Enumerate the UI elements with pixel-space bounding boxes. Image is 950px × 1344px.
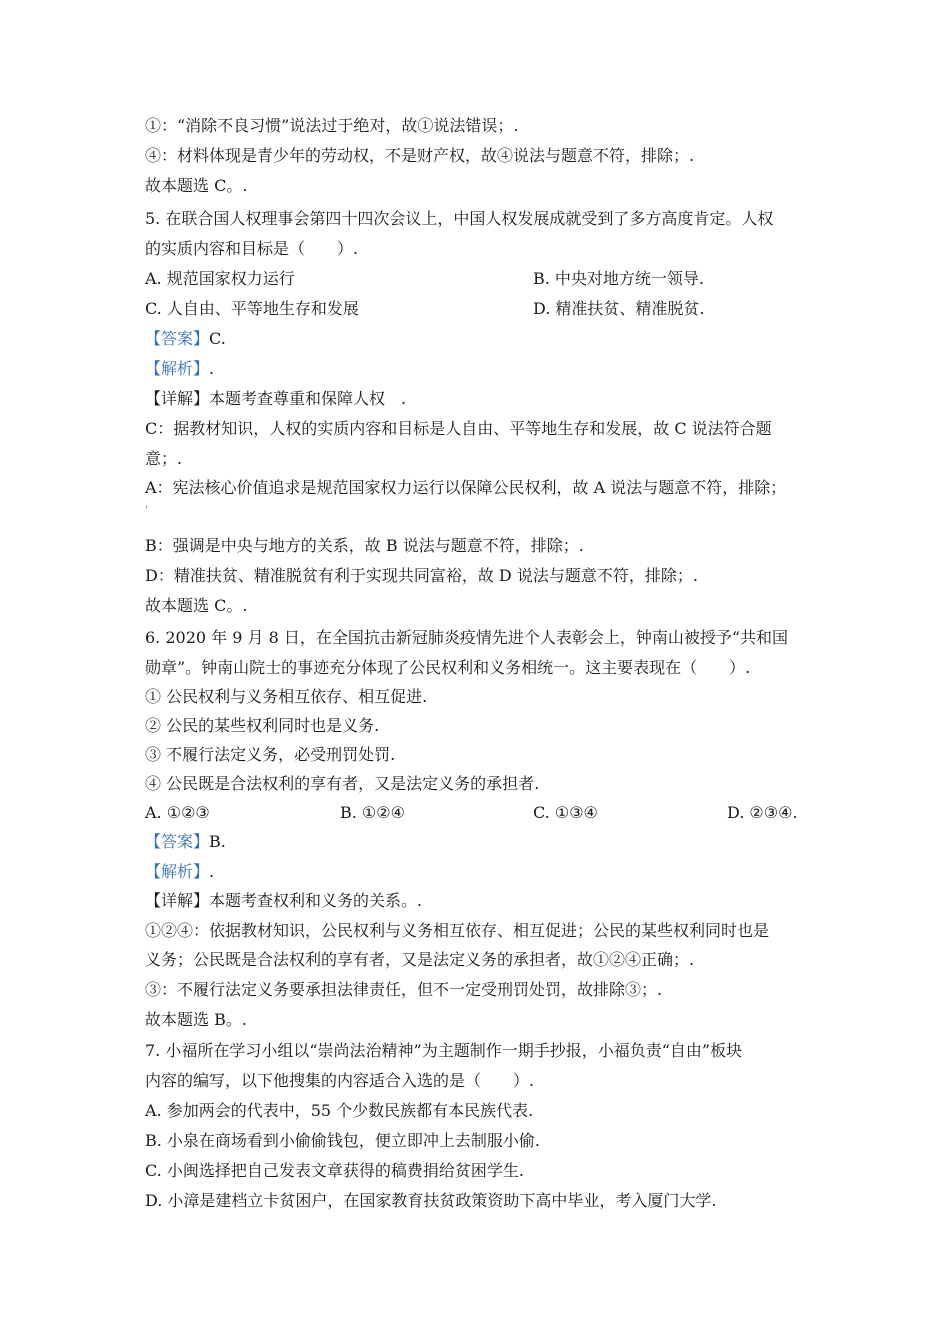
- q6-answer: [145, 831, 226, 853]
- stray-mark: ': [145, 505, 148, 516]
- analysis-value: .: [209, 862, 215, 881]
- q6-item-2: ② 公民的某些权利同时也是义务.: [145, 716, 380, 735]
- q7-option-d: D. 小漳是建档立卡贫困户，在国家教育扶贫政策资助下高中毕业，考入厦门大学.: [145, 1191, 717, 1210]
- q6-explain-line-2: 义务；公民既是合法权利的享有者，又是法定义务的承担者，故①②④正确；.: [145, 950, 695, 969]
- q6-explain-line-3: ③：不履行法定义务要承担法律责任，但不一定受刑罚处罚，故排除③；.: [145, 980, 663, 999]
- analysis-tag: 【解析】: [145, 359, 210, 378]
- q5-explain-c-line-1: C：据教材知识，人权的实质内容和目标是人自由、平等地生存和发展，故 C 说法符合题: [145, 419, 772, 438]
- q6-option-a: A. ①②③: [145, 803, 210, 822]
- answer-value: B.: [209, 832, 226, 851]
- q6-option-c: C. ①③④: [533, 803, 598, 822]
- q6-stem-line-1: 6. 2020 年 9 月 8 日，在全国抗击新冠肺炎疫情先进个人表彰会上，钟南山被授予“共和国: [145, 628, 789, 647]
- q6-detail: 【详解】本题考查权利和义务的关系。.: [145, 891, 423, 910]
- q5-option-c: C. 人自由、平等地生存和发展: [145, 299, 359, 318]
- q5-option-a: A. 规范国家权力运行: [145, 269, 295, 288]
- q4-explanation-line-2: ④：材料体现是青少年的劳动权，不是财产权，故④说法与题意不符，排除；.: [145, 146, 695, 165]
- answer-tag: 【答案】: [145, 832, 210, 851]
- q6-option-d: D. ②③④.: [727, 803, 798, 822]
- q5-answer: [145, 328, 226, 350]
- q6-item-3: ③ 不履行法定义务，必受刑罚处罚.: [145, 745, 396, 764]
- q6-analysis: [145, 861, 214, 883]
- q7-stem-line-2: 内容的编写，以下他搜集的内容适合入选的是（ ）.: [145, 1071, 535, 1090]
- q7-option-b: B. 小泉在商场看到小偷偷钱包，便立即冲上去制服小偷.: [145, 1131, 541, 1150]
- q6-conclusion: 故本题选 B。.: [145, 1010, 247, 1029]
- q4-conclusion: 故本题选 C。.: [145, 176, 248, 195]
- q7-stem-line-1: 7. 小福所在学习小组以“崇尚法治精神”为主题制作一期手抄报，小福负责“自由”板块: [145, 1041, 743, 1060]
- analysis-value: .: [209, 359, 215, 378]
- q5-option-b: B. 中央对地方统一领导.: [533, 269, 705, 288]
- q6-explain-line-1: ①②④：依据教材知识，公民权利与义务相互依存、相互促进；公民的某些权利同时也是: [145, 921, 770, 940]
- answer-value: C.: [209, 329, 226, 348]
- q6-item-1: ① 公民权利与义务相互依存、相互促进.: [145, 687, 428, 706]
- q5-detail: 【详解】本题考查尊重和保障人权 .: [145, 389, 407, 408]
- analysis-tag: 【解析】: [145, 862, 210, 881]
- q5-explain-b: B：强调是中央与地方的关系，故 B 说法与题意不符，排除；.: [145, 536, 584, 555]
- q5-option-d: D. 精准扶贫、精准脱贫.: [533, 299, 705, 318]
- q7-option-c: C. 小闽选择把自己发表文章获得的稿费捐给贫困学生.: [145, 1161, 524, 1180]
- q5-explain-a: A：宪法核心价值追求是规范国家权力运行以保障公民权利，故 A 说法与题意不符，排除；: [145, 478, 787, 497]
- q7-option-a: A. 参加两会的代表中，55 个少数民族都有本民族代表.: [145, 1101, 534, 1120]
- q6-item-4: ④ 公民既是合法权利的享有者，又是法定义务的承担者.: [145, 774, 540, 793]
- q5-stem-line-2: 的实质内容和目标是（ ）.: [145, 239, 359, 258]
- answer-tag: 【答案】: [145, 329, 210, 348]
- q5-analysis: [145, 358, 214, 380]
- q5-explain-c-line-2: 意；.: [145, 449, 183, 468]
- q4-explanation-line-1: ①：“消除不良习惯”说法过于绝对，故①说法错误；.: [145, 116, 519, 135]
- q6-option-b: B. ①②④: [340, 803, 405, 822]
- q5-explain-d: D：精准扶贫、精准脱贫有利于实现共同富裕，故 D 说法与题意不符，排除；.: [145, 566, 698, 585]
- q5-stem-line-1: 5. 在联合国人权理事会第四十四次会议上，中国人权发展成就受到了多方高度肯定。人权: [145, 209, 774, 228]
- q6-stem-line-2: 勋章”。钟南山院士的事迹充分体现了公民权利和义务相统一。这主要表现在（ ）.: [145, 658, 751, 677]
- q5-conclusion: 故本题选 C。.: [145, 596, 248, 615]
